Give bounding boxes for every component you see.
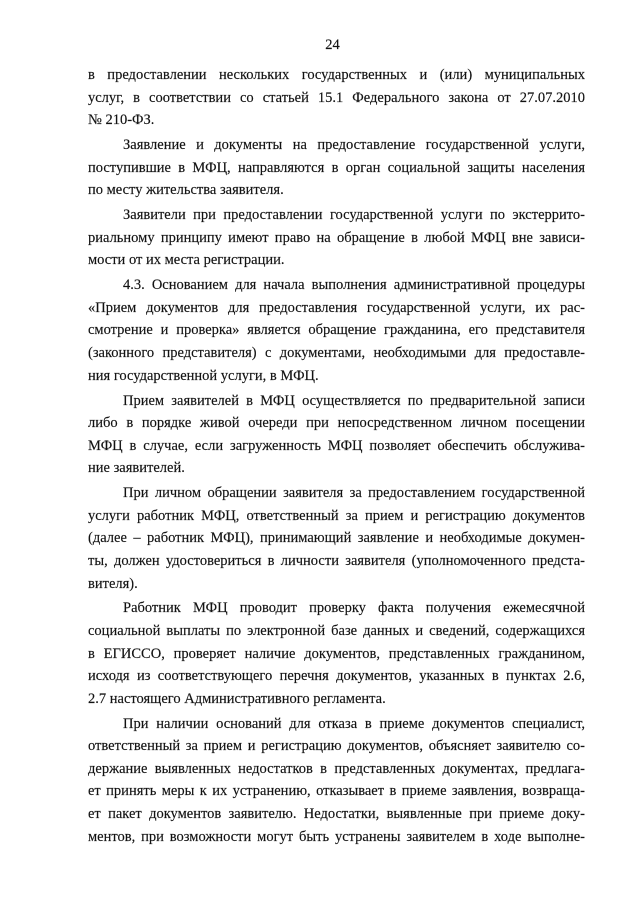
text-line: услуги работник МФЦ, ответственный за прием и регистрацию документов bbox=[88, 507, 585, 524]
text-line: либо в порядке живой очереди при непосредственном личном посещении bbox=[88, 415, 585, 432]
paragraph-continues-next-page bbox=[88, 713, 585, 849]
paragraph bbox=[88, 597, 585, 710]
text-line: услуг, в соответствии со статьей 15.1 Федерального закона от 27.07.2010 bbox=[88, 89, 585, 106]
text-line: мости от их места регистрации. bbox=[88, 252, 285, 269]
text-line: «Прием документов для предоставления государственной услуги, их рас- bbox=[88, 299, 585, 316]
text-line: Работник МФЦ проводит проверку факта получения ежемесячной bbox=[123, 600, 585, 617]
text-line: (законного представителя) с документами, необходимыми для предоставле- bbox=[88, 345, 585, 362]
paragraph-continuation bbox=[88, 64, 585, 132]
text-line: поступившие в МФЦ, направляются в орган социальной защиты населения bbox=[88, 159, 585, 176]
text-line: (далее – работник МФЦ), принимающий заявление и необходимые докумен- bbox=[88, 530, 585, 547]
text-line: социальной выплаты по электронной базе данных и сведений, содержащихся bbox=[88, 623, 585, 640]
text-line: Заявители при предоставлении государственной услуги по экстеррито- bbox=[123, 207, 585, 224]
text-line: Заявление и документы на предоставление государственной услуги, bbox=[123, 137, 585, 154]
text-line: 4.3. Основанием для начала выполнения административной процедуры bbox=[123, 277, 585, 294]
text-line: вителя). bbox=[88, 575, 138, 592]
text-line: в предоставлении нескольких государственных и (или) муниципальных bbox=[88, 67, 585, 83]
paragraph bbox=[88, 204, 585, 272]
paragraph bbox=[88, 134, 585, 202]
text-line: ты, должен удостовериться в личности заявителя (уполномоченного предста- bbox=[88, 552, 585, 569]
text-line: ментов, при возможности могут быть устранены заявителем в ходе выполне- bbox=[88, 828, 585, 845]
text-line: в ЕГИССО, проверяет наличие документов, представленных гражданином, bbox=[88, 645, 585, 662]
text-line: смотрение и проверка» является обращение гражданина, его представителя bbox=[88, 322, 585, 339]
text-line: ния государственной услуги, в МФЦ. bbox=[88, 367, 319, 384]
text-line: № 210-ФЗ. bbox=[88, 112, 155, 129]
text-line: Прием заявителей в МФЦ осуществляется по предварительной записи bbox=[123, 392, 585, 409]
text-line: 2.7 настоящего Административного регламента. bbox=[88, 690, 386, 707]
page-number: 24 bbox=[325, 37, 340, 53]
text-line: При наличии оснований для отказа в приеме документов специалист, bbox=[123, 715, 585, 732]
paragraph-section-4-3 bbox=[88, 274, 585, 387]
text-line: держание выявленных недостатков в представленных документах, предлага- bbox=[88, 760, 585, 777]
paragraph bbox=[88, 482, 585, 595]
text-line: по месту жительства заявителя. bbox=[88, 182, 284, 199]
body-text bbox=[88, 64, 585, 848]
text-line: ет принять меры к их устранению, отказывает в приеме заявления, возвраща- bbox=[88, 783, 585, 800]
text-line: ответственный за прием и регистрацию документов, объясняет заявителю со- bbox=[88, 738, 585, 755]
paragraph bbox=[88, 390, 585, 480]
text-line: исходя из соответствующего перечня документов, указанных в пунктах 2.6, bbox=[88, 668, 585, 685]
text-line: ет пакет документов заявителю. Недостатки, выявленные при приеме доку- bbox=[88, 806, 585, 823]
text-line: При личном обращении заявителя за предоставлением государственной bbox=[123, 485, 585, 502]
text-line: МФЦ в случае, если загруженность МФЦ позволяет обеспечить обслужива- bbox=[88, 437, 585, 454]
text-line: ние заявителей. bbox=[88, 460, 185, 477]
text-line: риальному принципу имеют право на обращение в любой МФЦ вне зависи- bbox=[88, 229, 585, 246]
